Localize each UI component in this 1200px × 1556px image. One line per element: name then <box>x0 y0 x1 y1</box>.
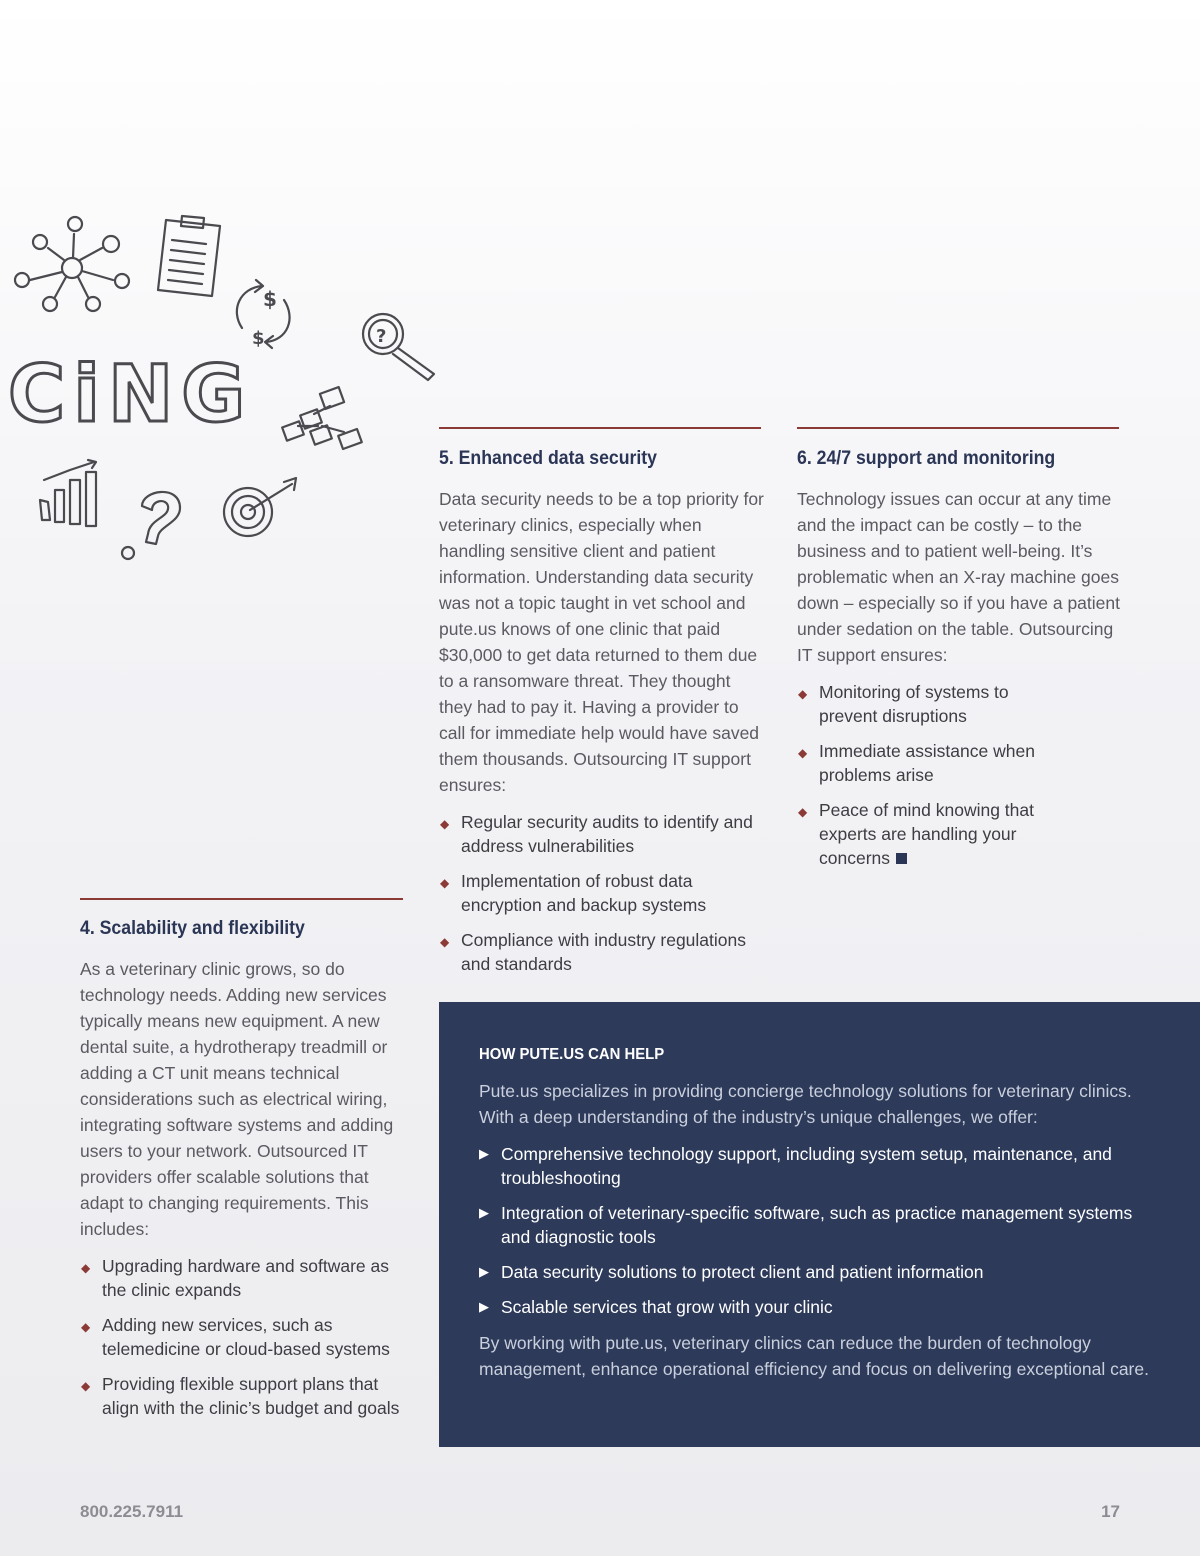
diamond-bullet-icon: ◆ <box>798 746 808 760</box>
section-5 <box>439 448 764 987</box>
footer-phone: 800.225.7911 <box>80 1502 184 1521</box>
list-item: ▶ Data security solutions to protect client and patient information <box>479 1262 984 1282</box>
section-4-rule <box>80 898 403 900</box>
diamond-bullet-icon: ◆ <box>81 1379 91 1393</box>
currency-exchange-icon <box>237 280 290 349</box>
section-6-heading: 6. 24/7 support and monitoring <box>797 448 1056 469</box>
diamond-bullet-icon: ◆ <box>798 805 808 819</box>
triangle-bullet-icon: ▶ <box>479 1205 489 1220</box>
list-item: ◆ Peace of mind knowing that experts are handling your concerns <box>798 800 1034 868</box>
page-number: 17 <box>1101 1502 1120 1521</box>
section-6 <box>797 448 1122 881</box>
magnifier-question-icon <box>363 314 434 380</box>
list-item: ◆ Adding new services, such as telemedicine or cloud-based systems <box>81 1315 390 1359</box>
bar-chart-icon <box>40 460 96 526</box>
help-intro: Pute.us specializes in providing concierge technology solutions for veterinary clinics. With a deep understanding of the industry’s unique challenges, we offer: <box>479 1081 1132 1127</box>
doodle-word: CiNG <box>8 350 254 440</box>
section-5-rule <box>439 427 761 429</box>
section-4 <box>80 918 405 1431</box>
doodle-illustration <box>0 200 450 580</box>
diamond-bullet-icon: ◆ <box>81 1261 91 1275</box>
section-6-body: Technology issues can occur at any time and the impact can be costly – to the business and to patient well-being. It’s problematic when an X-ray machine goes down – especially so if you have a patient under sedation on the table. Outsourcing IT support ensures: <box>797 489 1120 665</box>
list-item: ◆ Regular security audits to identify and address vulnerabilities <box>440 812 753 856</box>
section-4-bullets <box>80 1254 405 1420</box>
section-6-rule <box>797 427 1119 429</box>
list-item: ▶ Integration of veterinary-specific software, such as practice management systems and diagnostic tools <box>479 1203 1133 1247</box>
help-closing: By working with pute.us, veterinary clinics can reduce the burden of technology management, enhance operational efficiency and focus on delivering exceptional care. <box>479 1333 1149 1379</box>
diamond-bullet-icon: ◆ <box>440 876 450 890</box>
help-box <box>439 1002 1200 1447</box>
list-item: ▶ Comprehensive technology support, including system setup, maintenance, and troubleshooting <box>479 1144 1112 1188</box>
end-mark-icon <box>896 853 907 864</box>
section-6-bullets <box>797 680 1037 870</box>
clipboard-icon <box>158 216 220 296</box>
section-4-body: As a veterinary clinic grows, so do technology needs. Adding new services typically means new equipment. A new dental suite, a hydrotherapy treadmill or adding a CT unit means technical considerations such as electrical wiring, integrating software systems and adding users to your network. Outsourced IT providers offer scalable solutions that adapt to changing requirements. This includes: <box>80 959 394 1239</box>
svg-text:?: ? <box>376 326 387 347</box>
section-5-bullets <box>439 810 764 976</box>
list-item: ◆ Monitoring of systems to prevent disruptions <box>798 682 1009 726</box>
list-item: ◆ Immediate assistance when problems arise <box>798 741 1035 785</box>
target-icon <box>224 478 296 536</box>
triangle-bullet-icon: ▶ <box>479 1299 489 1314</box>
list-item: ◆ Providing flexible support plans that align with the clinic’s budget and goals <box>81 1374 400 1418</box>
triangle-bullet-icon: ▶ <box>479 1146 489 1161</box>
list-item: ◆ Implementation of robust data encryption and backup systems <box>440 871 707 915</box>
triangle-bullet-icon: ▶ <box>479 1264 489 1279</box>
diamond-bullet-icon: ◆ <box>440 817 450 831</box>
diamond-bullet-icon: ◆ <box>798 687 808 701</box>
help-list <box>479 1142 1160 1319</box>
diamond-bullet-icon: ◆ <box>81 1320 91 1334</box>
list-item: ◆ Upgrading hardware and software as the clinic expands <box>81 1256 389 1300</box>
list-item: ◆ Compliance with industry regulations and standards <box>440 930 746 974</box>
list-item: ▶ Scalable services that grow with your clinic <box>479 1297 833 1317</box>
section-5-heading: 5. Enhanced data security <box>439 448 658 469</box>
diamond-bullet-icon: ◆ <box>440 935 450 949</box>
hierarchy-icon <box>282 387 362 449</box>
section-5-body: Data security needs to be a top priority for veterinary clinics, especially when handling sensitive client and patient information. Understanding data security was not a topic taught in vet school and pute.us knows of one clinic that paid $30,000 to get data returned to them due to a ransomware threat. They thought they had to pay it. Having a provider to call for immediate help would have saved them thousands. Outsourcing IT support ensures: <box>439 489 764 795</box>
svg-text:$: $ <box>252 328 265 349</box>
question-mark-icon <box>122 492 180 559</box>
help-title: HOW PUTE.US CAN HELP <box>479 1046 665 1063</box>
section-4-heading: 4. Scalability and flexibility <box>80 918 305 939</box>
svg-text:$: $ <box>263 287 277 311</box>
network-icon <box>15 217 129 311</box>
